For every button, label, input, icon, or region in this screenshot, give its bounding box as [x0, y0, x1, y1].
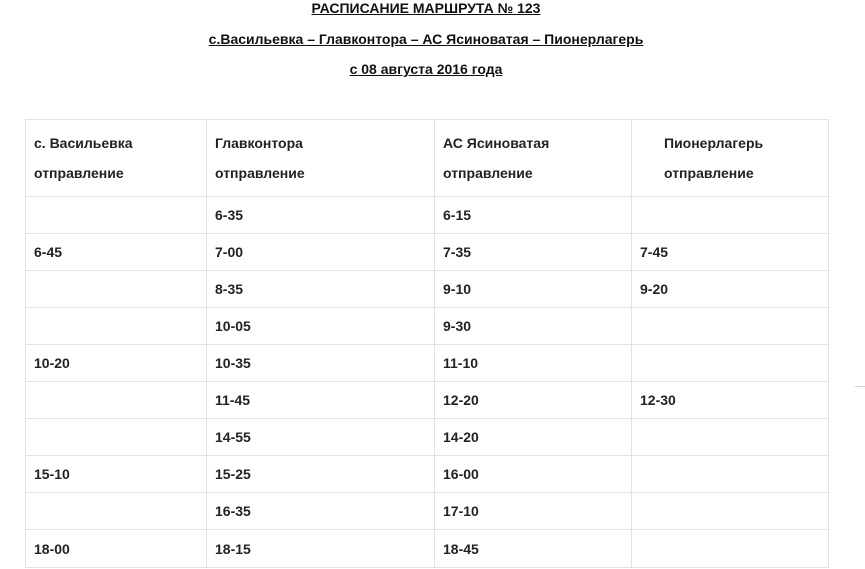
table-cell: 14-55	[207, 419, 435, 456]
table-cell: 11-45	[207, 382, 435, 419]
column-departure-label: отправление	[215, 165, 305, 181]
table-cell: 16-35	[207, 493, 435, 530]
table-row	[26, 234, 829, 271]
table-row	[26, 382, 829, 419]
table-cell	[26, 197, 207, 234]
table-cell	[26, 382, 207, 419]
table-cell	[632, 493, 829, 530]
table-cell: 18-45	[435, 530, 632, 568]
table-cell: 10-20	[26, 345, 207, 382]
table-cell: 6-35	[207, 197, 435, 234]
table-cell: 7-00	[207, 234, 435, 271]
table-cell: 14-20	[435, 419, 632, 456]
table-cell: 6-15	[435, 197, 632, 234]
table-row	[26, 493, 829, 530]
route-description: с.Васильевка – Главконтора – АС Ясиноватая – Пионерлагерь	[208, 31, 644, 47]
table-row	[26, 456, 829, 493]
table-cell	[632, 456, 829, 493]
schedule-title: РАСПИСАНИЕ МАРШРУТА № 123	[311, 0, 541, 16]
column-header-pionerlager	[632, 120, 829, 197]
column-header-glavkontora	[207, 120, 435, 197]
edge-divider	[855, 386, 865, 387]
table-cell: 9-20	[632, 271, 829, 308]
table-row	[26, 530, 829, 568]
table-cell	[632, 197, 829, 234]
table-cell	[26, 419, 207, 456]
table-cell: 9-30	[435, 308, 632, 345]
table-cell	[26, 493, 207, 530]
table-cell: 17-10	[435, 493, 632, 530]
table-row	[26, 308, 829, 345]
table-cell	[632, 308, 829, 345]
table-cell	[632, 345, 829, 382]
table-cell: 12-30	[632, 382, 829, 419]
table-cell: 10-05	[207, 308, 435, 345]
column-header-vasilevka	[26, 120, 207, 197]
table-cell: 10-35	[207, 345, 435, 382]
column-station-name: АС Ясиноватая	[443, 135, 550, 151]
table-header-row	[26, 120, 829, 197]
table-cell: 8-35	[207, 271, 435, 308]
table-cell: 7-45	[632, 234, 829, 271]
schedule-table	[25, 119, 829, 568]
table-cell: 12-20	[435, 382, 632, 419]
table-cell: 6-45	[26, 234, 207, 271]
column-departure-label: отправление	[34, 165, 124, 181]
table-cell	[26, 308, 207, 345]
table-cell: 7-35	[435, 234, 632, 271]
table-row	[26, 345, 829, 382]
column-departure-label: отправление	[664, 165, 754, 181]
table-cell: 15-25	[207, 456, 435, 493]
table-cell: 18-00	[26, 530, 207, 568]
table-cell: 18-15	[207, 530, 435, 568]
table-cell	[632, 419, 829, 456]
column-station-name: с. Васильевка	[34, 135, 133, 151]
column-departure-label: отправление	[443, 165, 533, 181]
table-cell: 9-10	[435, 271, 632, 308]
table-row	[26, 197, 829, 234]
effective-date: с 08 августа 2016 года	[349, 61, 503, 77]
table-row	[26, 419, 829, 456]
table-cell: 16-00	[435, 456, 632, 493]
table-cell	[632, 530, 829, 568]
column-station-name: Главконтора	[215, 135, 303, 151]
table-row	[26, 271, 829, 308]
table-cell: 11-10	[435, 345, 632, 382]
column-header-yasinovataya	[435, 120, 632, 197]
table-cell	[26, 271, 207, 308]
column-station-name: Пионерлагерь	[664, 135, 764, 151]
table-cell: 15-10	[26, 456, 207, 493]
